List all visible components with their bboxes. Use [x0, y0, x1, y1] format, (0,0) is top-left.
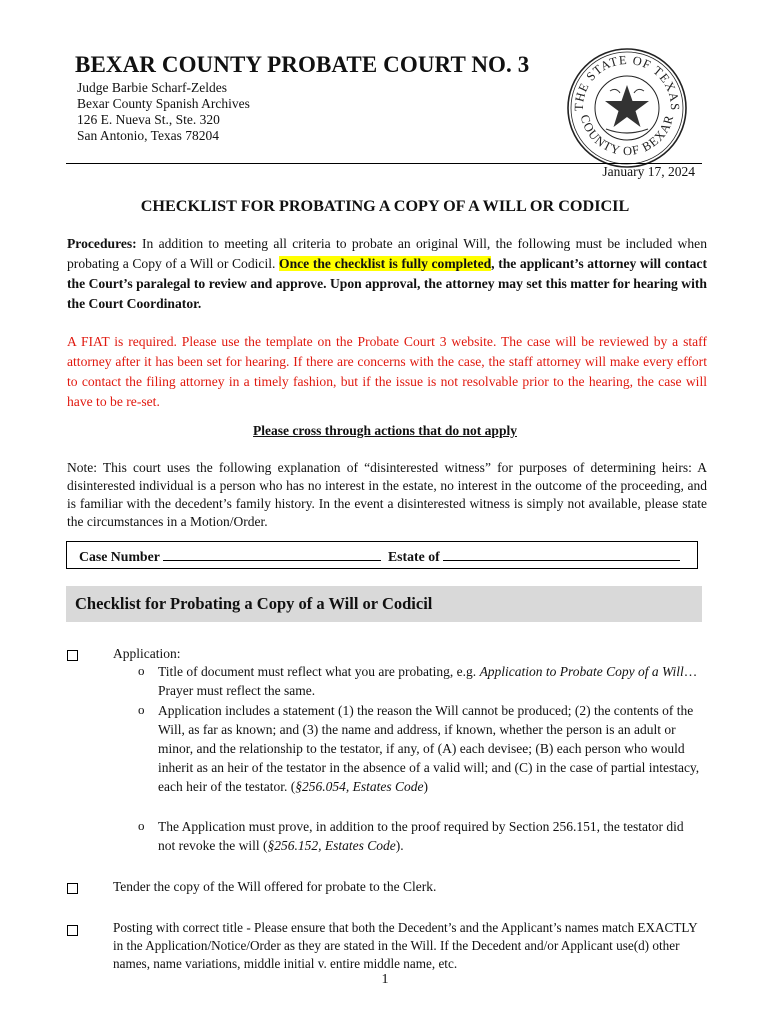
- document-title: CHECKLIST FOR PROBATING A COPY OF A WILL OR CODICIL: [140, 197, 630, 215]
- case-number-field[interactable]: [163, 548, 381, 561]
- case-info-box: [66, 541, 698, 569]
- sub-bullet: o: [138, 663, 145, 678]
- seal-bottom-text: COUNTY OF BEXAR: [577, 113, 677, 159]
- item-tender: Tender the copy of the Will offered for probate to the Clerk.: [113, 879, 437, 894]
- svg-text:COUNTY OF BEXAR: [578, 113, 677, 158]
- sub-item-title-text: Title of document must reflect what you are probating, e.g.: [158, 664, 480, 679]
- page-number: 1: [381, 972, 389, 987]
- sub-item-title-example: Application to Probate Copy of a Will: [479, 664, 684, 679]
- county-seal-icon: [566, 47, 688, 169]
- sub-bullet: o: [138, 818, 145, 833]
- sub-item-statement: [158, 701, 703, 796]
- sub-item-statement-citation: §256.054, Estates Code: [295, 779, 424, 794]
- checklist-heading-bar: [66, 586, 702, 622]
- address-line-city: San Antonio, Texas 78204: [77, 128, 220, 143]
- seal-top-text: THE STATE OF TEXAS: [571, 52, 683, 112]
- sub-item-prove-close: ).: [395, 838, 404, 853]
- procedures-text-1: In addition to meeting all criteria to probate an original Will, the following must be included when probating a Copy of a Will or Codicil.: [67, 236, 707, 271]
- case-number-label: Case Number: [79, 549, 160, 564]
- address-line-building: Bexar County Spanish Archives: [77, 96, 250, 111]
- sub-item-statement-text: Application includes a statement (1) the reason the Will cannot be produced; (2) the contents of the Will, as far as known; and (3) the name and address, if known, whether the person is an adult or minor, and the relationship to the testator, if any, of (A) each devisee; (B) each person who would inherit as an heir of the testator in the absence of a valid will; and (C) in the case of partial intestacy, each heir of the testator. (: [158, 703, 700, 794]
- item-posting: Posting with correct title - Please ensure that both the Decedent’s and the Applicant’s names match EXACTLY in the Application/Notice/Order as they are stated in the Will. If the Decedent and/or Applicant use(d) other names, name variations, middle initial v. entire middle name, etc.: [113, 920, 698, 971]
- procedures-label: Procedures:: [67, 236, 137, 251]
- sub-item-prove: [158, 817, 703, 855]
- sub-item-statement-close: ): [423, 779, 428, 794]
- disinterested-witness-note: Note: This court uses the following explanation of “disinterested witness” for purposes of determining heirs: A disinterested individual is a person who has no interest in the estate, no interest in the outcome of the proceeding, and is familiar with the decedent’s family history. In the event a disinterested witness is simply not available, please state the circumstances in a Motion/Order.: [67, 460, 707, 529]
- checklist-heading: Checklist for Probating a Copy of a Will or Codicil: [75, 594, 433, 613]
- sub-item-title: [158, 662, 703, 700]
- fiat-notice: A FIAT is required. Please use the template on the Probate Court 3 website. The case will be reviewed by a staff attorney after it has been set for hearing. If there are concerns with the case, the staff attorney will make every effort to contact the filing attorney in a timely fashion, but if the issue is not resolvable prior to the hearing, the case will have to be re-set.: [67, 334, 707, 409]
- procedures-text-2: , the applicant’s attorney will contact the Court’s paralegal to review and approve. Upon approval, the attorney may set this matter for hearing with the Court Coordinator.: [67, 256, 707, 311]
- procedures-highlight: Once the checklist is fully completed: [279, 256, 492, 271]
- procedures-paragraph: [67, 234, 707, 314]
- sub-item-title-text-2: …Prayer must reflect the same.: [158, 664, 698, 698]
- estate-of-field[interactable]: [443, 548, 680, 561]
- item-application: Application:: [113, 646, 181, 661]
- checkbox-tender[interactable]: [67, 883, 78, 894]
- document-date: January 17, 2024: [602, 164, 695, 179]
- court-title: BEXAR COUNTY PROBATE COURT NO. 3: [75, 52, 530, 77]
- checkbox-application[interactable]: [67, 650, 78, 661]
- sub-item-prove-citation: §256.152, Estates Code: [267, 838, 396, 853]
- estate-of-label: Estate of: [387, 549, 440, 564]
- cross-through-instruction: Please cross through actions that do not apply: [253, 423, 517, 438]
- address-line-street: 126 E. Nueva St., Ste. 320: [77, 112, 220, 127]
- address-line-judge: Judge Barbie Scharf-Zeldes: [77, 80, 227, 95]
- sub-item-prove-text: The Application must prove, in addition to the proof required by Section 256.151, the testator did not revoke the will (: [158, 819, 684, 853]
- sub-bullet: o: [138, 702, 145, 717]
- checkbox-posting[interactable]: [67, 925, 78, 936]
